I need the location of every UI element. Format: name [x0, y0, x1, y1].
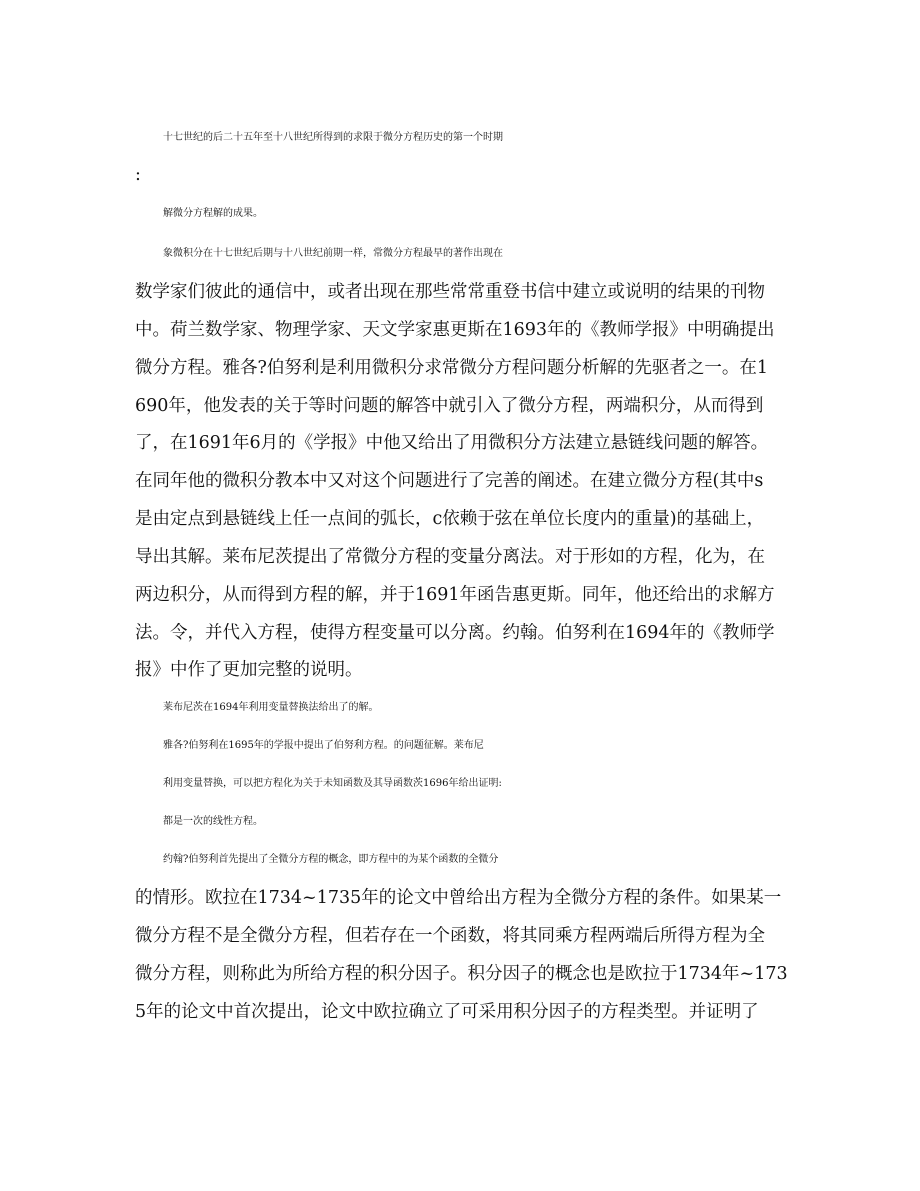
text-line: 都是一次的线性方程。 — [163, 816, 263, 827]
text-line: 法。令，并代入方程，使得方程变量可以分离。约翰。伯努利在1694年的《教师学 — [135, 623, 775, 643]
text-line: 了，在1691年6月的《学报》中他又给出了用微积分方法建立悬链线问题的解答。 — [135, 433, 769, 453]
text-line: 约翰?伯努利首先提出了全微分方程的概念，即方程中的为某个函数的全微分 — [163, 854, 499, 865]
text-line: 利用变量替换，可以把方程化为关于未知函数及其导函数茨1696年给出证明: — [163, 778, 502, 789]
text-line: 是由定点到悬链线上任一点间的弧长，c依赖于弦在单位长度内的重量)的基础上， — [135, 509, 765, 529]
text-line: 导出其解。莱布尼茨提出了常微分方程的变量分离法。对于形如的方程，化为，在 — [135, 547, 765, 567]
text-line: 微分方程不是全微分方程，但若存在一个函数，将其同乘方程两端后所得方程为全 — [135, 926, 765, 946]
text-line: 微分方程，则称此为所给方程的积分因子。积分因子的概念也是欧拉于1734年~173 — [135, 964, 788, 984]
text-line: 两边积分，从而得到方程的解，并于1691年函告惠更斯。同年，他还给出的求解方 — [135, 585, 775, 605]
text-line: : — [135, 165, 141, 185]
text-line: 象微积分在十七世纪后期与十八世纪前期一样，常微分方程最早的著作出现在 — [163, 248, 503, 259]
text-line: 微分方程。雅各?伯努利是利用微积分求常微分方程问题分析解的先驱者之一。在1 — [135, 358, 769, 378]
text-line: 在同年他的微积分教本中又对这个问题进行了完善的阐述。在建立微分方程(其中s — [135, 471, 764, 491]
text-line: 报》中作了更加完整的说明。 — [135, 660, 363, 680]
text-line: 的情形。欧拉在1734~1735年的论文中曾给出方程为全微分方程的条件。如果某一 — [135, 888, 782, 908]
text-line: 690年，他发表的关于等时问题的解答中就引入了微分方程，两端积分，从而得到 — [135, 396, 764, 416]
text-line: 莱布尼茨在1694年利用变量替换法给出了的解。 — [163, 702, 379, 713]
text-line: 5年的论文中首次提出，论文中欧拉确立了可采用积分因子的方程类型。并证明了 — [135, 1002, 759, 1022]
text-line: 解微分方程解的成果。 — [163, 208, 263, 219]
text-line: 雅各?伯努利在1695年的学报中提出了伯努利方程。的问题征解。莱布尼 — [163, 740, 484, 751]
text-line: 数学家们彼此的通信中，或者出现在那些常常重登书信中建立或说明的结果的刊物 — [135, 282, 765, 302]
text-line: 中。荷兰数学家、物理学家、天文学家惠更斯在1693年的《教师学报》中明确提出 — [135, 320, 775, 340]
text-line: 十七世纪的后二十五年至十八世纪所得到的求限于微分方程历史的第一个时期 — [163, 132, 503, 143]
